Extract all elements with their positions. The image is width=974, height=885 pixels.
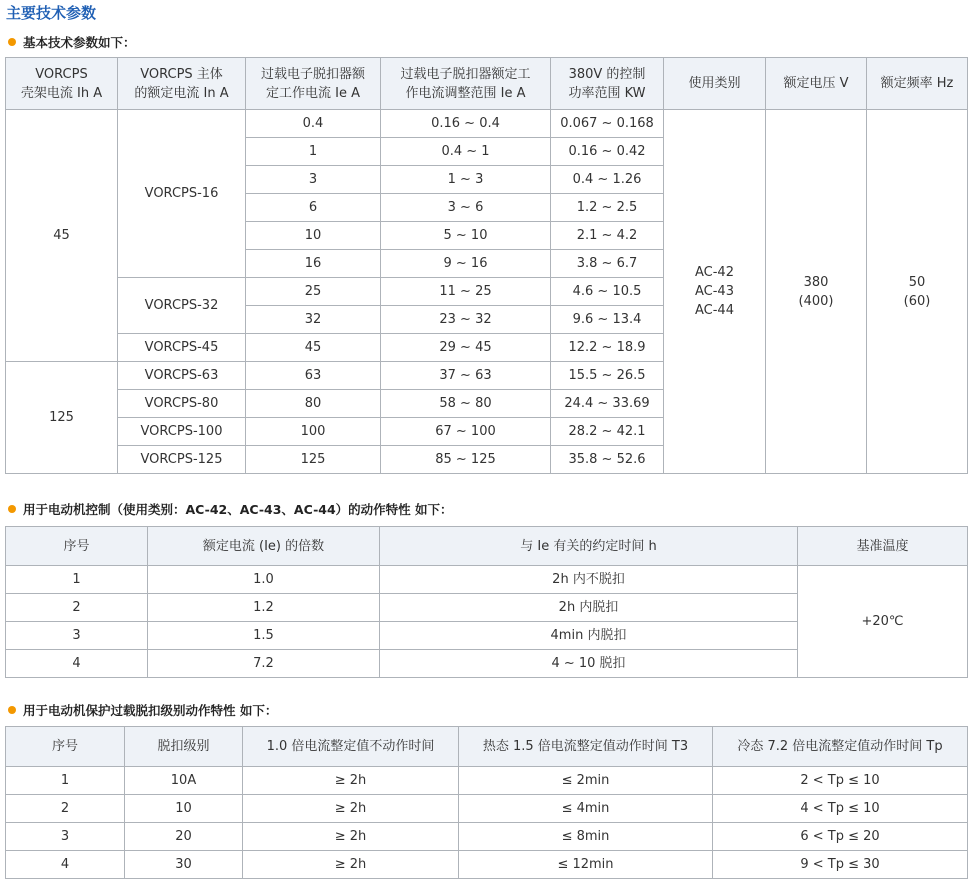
section-heading-label: 用于电动机控制（使用类别：AC-42、AC-43、AC-44）的动作特性 如下： — [23, 502, 453, 517]
table-header-row — [6, 58, 968, 110]
cold-trip-time-cell: 4 < Tp ≤ 10 — [713, 795, 968, 823]
range-cell: 1 ~ 3 — [381, 166, 551, 194]
range-cell: 67 ~ 100 — [381, 418, 551, 446]
header-cell: 额定频率 Hz — [867, 58, 968, 110]
trip-class-cell: 10A — [125, 767, 243, 795]
row-number-cell: 2 — [6, 795, 125, 823]
table-row — [6, 823, 968, 851]
bullet-icon — [8, 38, 16, 46]
power-cell: 2.1 ~ 4.2 — [551, 222, 664, 250]
table-row — [6, 851, 968, 879]
section-heading-motor-control — [8, 500, 453, 518]
power-cell: 0.4 ~ 1.26 — [551, 166, 664, 194]
no-trip-time-cell: ≥ 2h — [243, 795, 459, 823]
power-cell: 28.2 ~ 42.1 — [551, 418, 664, 446]
hot-trip-time-cell: ≤ 2min — [459, 767, 713, 795]
range-cell: 85 ~ 125 — [381, 446, 551, 474]
header-cell: 序号 — [6, 527, 148, 566]
table-row — [6, 110, 968, 138]
power-cell: 24.4 ~ 33.69 — [551, 390, 664, 418]
hot-trip-time-cell: ≤ 8min — [459, 823, 713, 851]
motor-control-table — [5, 526, 968, 678]
range-cell: 9 ~ 16 — [381, 250, 551, 278]
multiple-cell: 1.0 — [148, 566, 380, 594]
power-cell: 0.16 ~ 0.42 — [551, 138, 664, 166]
range-cell: 23 ~ 32 — [381, 306, 551, 334]
header-cell: 序号 — [6, 727, 125, 767]
power-cell: 1.2 ~ 2.5 — [551, 194, 664, 222]
trip-class-cell: 10 — [125, 795, 243, 823]
model-cell: VORCPS-125 — [118, 446, 246, 474]
row-number-cell: 1 — [6, 566, 148, 594]
ie-cell: 3 — [246, 166, 381, 194]
trip-class-cell: 20 — [125, 823, 243, 851]
time-cell: 2h 内不脱扣 — [380, 566, 798, 594]
page-title: 主要技术参数 — [6, 4, 97, 22]
row-number-cell: 4 — [6, 650, 148, 678]
bullet-icon — [8, 505, 16, 513]
header-cell: 过载电子脱扣器额定工 作电流调整范围 Ie A — [381, 58, 551, 110]
range-cell: 0.16 ~ 0.4 — [381, 110, 551, 138]
multiple-cell: 1.5 — [148, 622, 380, 650]
row-number-cell: 3 — [6, 823, 125, 851]
reference-temperature-cell: +20℃ — [798, 566, 968, 678]
row-number-cell: 1 — [6, 767, 125, 795]
basic-params-table — [5, 57, 968, 474]
rated-voltage-cell: 380 (400) — [766, 110, 867, 474]
hot-trip-time-cell: ≤ 12min — [459, 851, 713, 879]
ie-cell: 100 — [246, 418, 381, 446]
model-cell: VORCPS-100 — [118, 418, 246, 446]
no-trip-time-cell: ≥ 2h — [243, 767, 459, 795]
cold-trip-time-cell: 2 < Tp ≤ 10 — [713, 767, 968, 795]
table-header-row — [6, 527, 968, 566]
rated-frequency-cell: 50 (60) — [867, 110, 968, 474]
trip-class-cell: 30 — [125, 851, 243, 879]
section-heading-label: 基本技术参数如下： — [23, 35, 136, 50]
power-cell: 9.6 ~ 13.4 — [551, 306, 664, 334]
ie-cell: 63 — [246, 362, 381, 390]
model-cell: VORCPS-45 — [118, 334, 246, 362]
time-cell: 4min 内脱扣 — [380, 622, 798, 650]
header-cell: 冷态 7.2 倍电流整定值动作时间 Tp — [713, 727, 968, 767]
range-cell: 5 ~ 10 — [381, 222, 551, 250]
model-cell: VORCPS-63 — [118, 362, 246, 390]
header-cell: 与 Ie 有关的约定时间 h — [380, 527, 798, 566]
multiple-cell: 1.2 — [148, 594, 380, 622]
cold-trip-time-cell: 9 < Tp ≤ 30 — [713, 851, 968, 879]
header-cell: 额定电流 (Ie) 的倍数 — [148, 527, 380, 566]
ie-cell: 6 — [246, 194, 381, 222]
header-cell: 基准温度 — [798, 527, 968, 566]
header-cell: 热态 1.5 倍电流整定值动作时间 T3 — [459, 727, 713, 767]
model-cell: VORCPS-32 — [118, 278, 246, 334]
time-cell: 4 ~ 10 脱扣 — [380, 650, 798, 678]
ie-cell: 80 — [246, 390, 381, 418]
bullet-icon — [8, 706, 16, 714]
table-row — [6, 795, 968, 823]
ie-cell: 16 — [246, 250, 381, 278]
power-cell: 0.067 ~ 0.168 — [551, 110, 664, 138]
ie-cell: 125 — [246, 446, 381, 474]
frame-current-cell: 125 — [6, 362, 118, 474]
header-cell: 1.0 倍电流整定值不动作时间 — [243, 727, 459, 767]
no-trip-time-cell: ≥ 2h — [243, 823, 459, 851]
power-cell: 4.6 ~ 10.5 — [551, 278, 664, 306]
ie-cell: 25 — [246, 278, 381, 306]
multiple-cell: 7.2 — [148, 650, 380, 678]
row-number-cell: 3 — [6, 622, 148, 650]
usage-category-cell: AC-42 AC-43 AC-44 — [664, 110, 766, 474]
power-cell: 35.8 ~ 52.6 — [551, 446, 664, 474]
table-header-row — [6, 727, 968, 767]
table-row — [6, 566, 968, 594]
header-cell: 使用类别 — [664, 58, 766, 110]
frame-current-cell: 45 — [6, 110, 118, 362]
section-heading-basic-params — [8, 33, 136, 51]
header-cell: VORCPS 壳架电流 Ih A — [6, 58, 118, 110]
ie-cell: 1 — [246, 138, 381, 166]
header-cell: 过载电子脱扣器额 定工作电流 Ie A — [246, 58, 381, 110]
ie-cell: 0.4 — [246, 110, 381, 138]
row-number-cell: 2 — [6, 594, 148, 622]
ie-cell: 45 — [246, 334, 381, 362]
power-cell: 15.5 ~ 26.5 — [551, 362, 664, 390]
header-cell: 额定电压 V — [766, 58, 867, 110]
no-trip-time-cell: ≥ 2h — [243, 851, 459, 879]
model-cell: VORCPS-80 — [118, 390, 246, 418]
range-cell: 37 ~ 63 — [381, 362, 551, 390]
range-cell: 0.4 ~ 1 — [381, 138, 551, 166]
ie-cell: 10 — [246, 222, 381, 250]
ie-cell: 32 — [246, 306, 381, 334]
model-cell: VORCPS-16 — [118, 110, 246, 278]
cold-trip-time-cell: 6 < Tp ≤ 20 — [713, 823, 968, 851]
header-cell: 380V 的控制 功率范围 KW — [551, 58, 664, 110]
power-cell: 3.8 ~ 6.7 — [551, 250, 664, 278]
range-cell: 29 ~ 45 — [381, 334, 551, 362]
range-cell: 3 ~ 6 — [381, 194, 551, 222]
overload-trip-table — [5, 726, 968, 879]
table-row — [6, 767, 968, 795]
section-heading-overload-trip — [8, 701, 277, 719]
range-cell: 58 ~ 80 — [381, 390, 551, 418]
header-cell: 脱扣级别 — [125, 727, 243, 767]
header-cell: VORCPS 主体 的额定电流 In A — [118, 58, 246, 110]
section-heading-label: 用于电动机保护过载脱扣级别动作特性 如下： — [23, 703, 278, 718]
time-cell: 2h 内脱扣 — [380, 594, 798, 622]
range-cell: 11 ~ 25 — [381, 278, 551, 306]
power-cell: 12.2 ~ 18.9 — [551, 334, 664, 362]
row-number-cell: 4 — [6, 851, 125, 879]
hot-trip-time-cell: ≤ 4min — [459, 795, 713, 823]
